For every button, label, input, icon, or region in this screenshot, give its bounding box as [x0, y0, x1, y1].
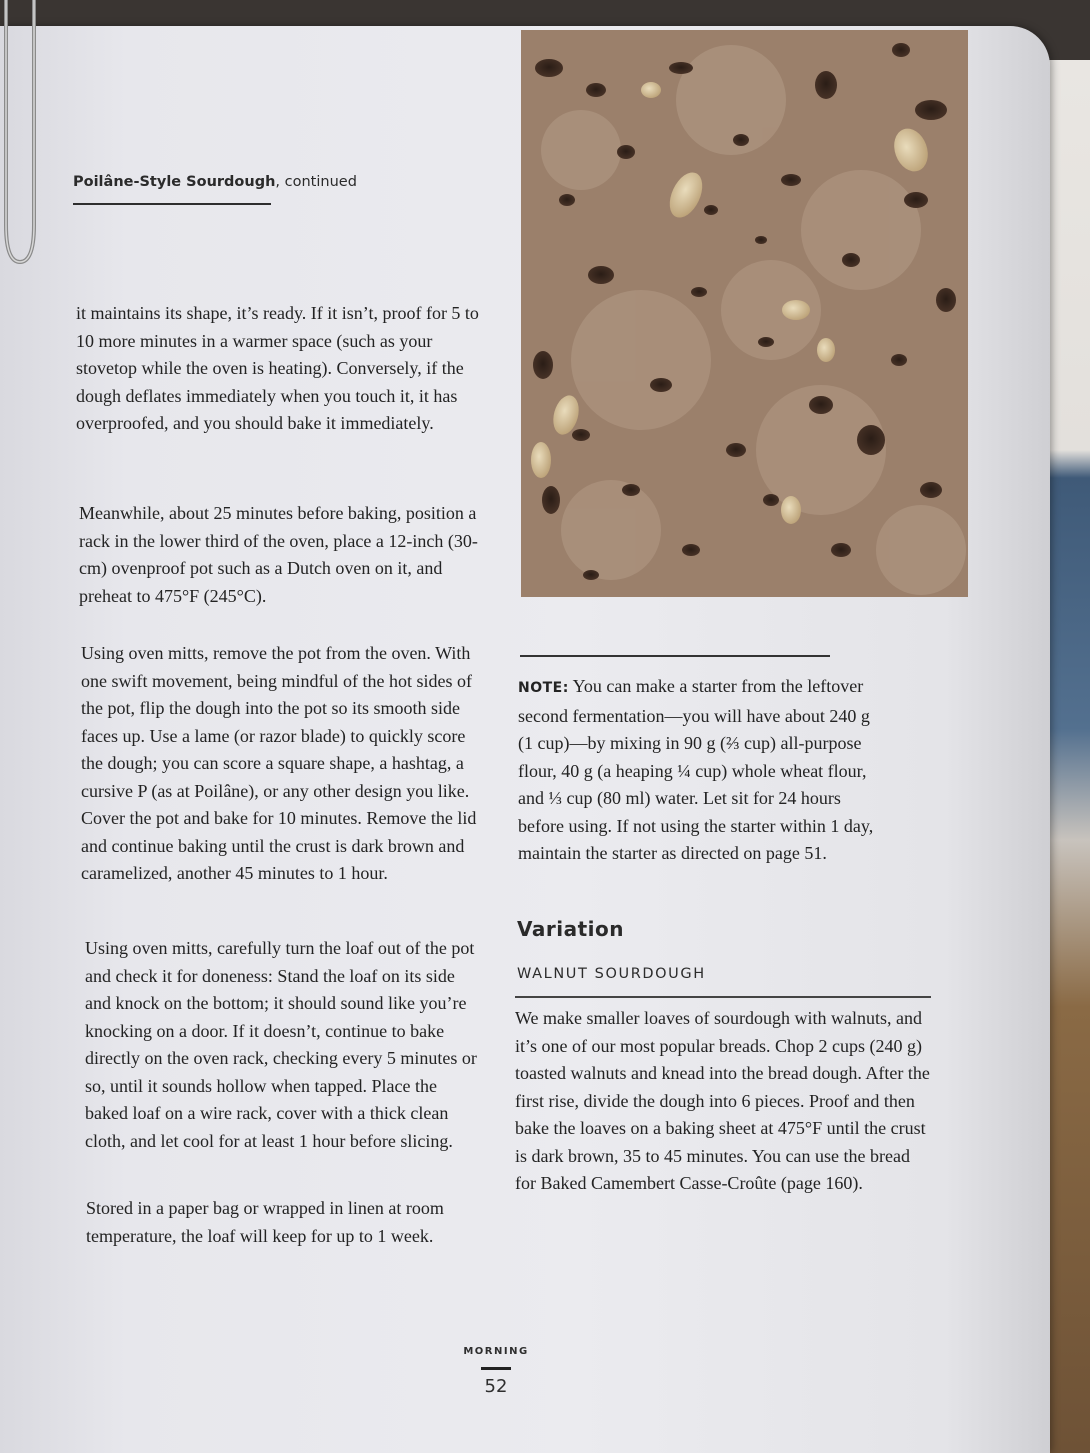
bread-crumb-photo	[521, 30, 968, 597]
body-paragraph: Using oven mitts, remove the pot from the oven. With one swift movement, being mindful of the hot sides of the pot, flip the dough into the pot so its smooth side faces up. Use a lame (or razor blade) to quickly score the dough; you can score a square shape, a hashtag, a cursive P (as at Poilâne), or any other design you like. Cover the pot and bake for 10 minutes. Remove the lid and continue baking until the crust is dark brown and caramelized, another 45 minutes to 1 hour.	[81, 643, 477, 883]
footer-section-label: MORNING	[463, 1346, 529, 1357]
variation-divider	[515, 996, 931, 998]
body-paragraph: Stored in a paper bag or wrapped in linen at room temperature, the loaf will keep for up to 1 week.	[86, 1198, 444, 1246]
note-paragraph	[518, 673, 878, 868]
header-suffix: , continued	[275, 174, 357, 190]
note-divider	[520, 655, 830, 657]
bread-texture-image	[521, 30, 968, 597]
paper-clip-icon	[0, 0, 40, 270]
note-label: NOTE:	[518, 680, 569, 696]
body-paragraph: Meanwhile, about 25 minutes before baking, position a rack in the lower third of the oven, place a 12-inch (30-cm) ovenproof pot such as a Dutch oven on it, and preheat to 475°F (245°C).	[79, 503, 478, 606]
variation-paragraph: We make smaller loaves of sourdough with walnuts, and it’s one of our most popular breads. Chop 2 cups (240 g) toasted walnuts and knead into the bread dough. After the first rise, divide the dough into 6 pieces. Proof and then bake the loaves on a baking sheet at 475°F until the crust is dark brown, 35 to 45 minutes. You can use the bread for Baked Camembert Casse-Croûte (page 160).	[515, 1008, 930, 1193]
recipe-title: Poilâne-Style Sourdough	[73, 174, 276, 190]
header-underline	[73, 203, 271, 205]
variation-subheading: WALNUT SOURDOUGH	[517, 966, 706, 982]
running-header	[73, 174, 357, 190]
note-text: You can make a starter from the leftover second fermentation—you will have about 240 g (1 cup)—by mixing in 90 g (⅔ cup) all-purpose flour, 40 g (a heaping ¼ cup) whole wheat flour, and ⅓ cup (80 ml) water. Let sit for 24 hours before using. If not using the starter within 1 day, maintain the starter as directed on page 51.	[518, 676, 874, 863]
body-paragraph: Using oven mitts, carefully turn the loaf out of the pot and check it for doneness: Stand the loaf on its side and knock on the bottom; it should sound like you’re knocking on a door. If it doesn’t, continue to bake directly on the oven rack, checking every 5 minutes or so, until it sounds hollow when tapped. Place the baked loaf on a wire rack, cover with a thick clean cloth, and let cool for at least 1 hour before slicing.	[85, 938, 477, 1151]
page-number: 52	[484, 1376, 508, 1397]
footer-rule	[481, 1367, 511, 1370]
body-paragraph: it maintains its shape, it’s ready. If it isn’t, proof for 5 to 10 more minutes in a warmer space (such as your stovetop while the oven is heating). Conversely, if the dough deflates immediately when you touch it, it has overproofed, and you should bake it immediately.	[76, 303, 479, 433]
variation-heading: Variation	[517, 917, 624, 941]
